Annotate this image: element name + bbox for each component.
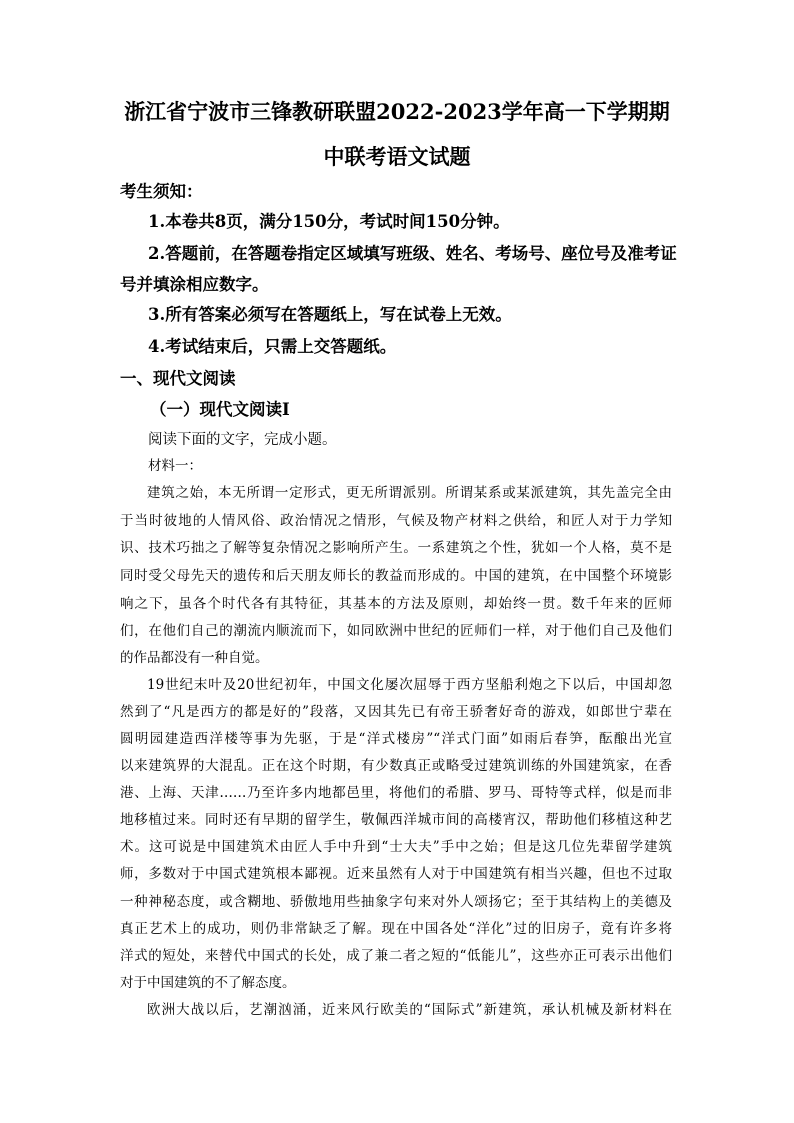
section-heading: 一、现代文阅读: [120, 369, 236, 388]
paragraph-line: 术。这可说是中国建筑术由匠人手中升到“士大夫”手中之始；但是这几位先辈留学建筑: [120, 839, 672, 855]
paragraph-line: 地移植过来。同时还有早期的留学生，敬佩西洋城市间的高楼宵汉，帮助他们移植这种艺: [120, 812, 672, 828]
notice-heading: 考生须知：: [120, 182, 203, 201]
notice-item-3: 3.所有答案必须写在答题纸上，写在试卷上无效。: [148, 305, 512, 324]
paragraph-line: 港、上海、天津……乃至许多内地都邑里，将他们的希腊、罗马、哥特等式样，似是而非: [120, 785, 672, 801]
paragraph-line: 19世纪末叶及20世纪初年，中国文化屡次屈辱于西方坚船利炮之下以后，中国却忽: [147, 677, 672, 693]
paragraph-line: 响之下，虽各个时代各有其特征，其基本的方法及原则，却始终一贯。数千年来的匠师: [120, 596, 672, 612]
paragraph-line: 识、技术巧拙之了解等复杂情况之影响所产生。一系建筑之个性，犹如一个人格，莫不是: [120, 540, 672, 556]
notice-item-4: 4.考试结束后，只需上交答题纸。: [148, 337, 397, 356]
paragraph-line: 建筑之始，本无所谓一定形式，更无所谓派别。所谓某系或某派建筑，其先盖完全由: [147, 485, 672, 501]
paragraph-line: 以来建筑界的大混乱。正在这个时期，有少数真正或略受过建筑训练的外国建筑家，在香: [120, 758, 672, 774]
paragraph-line: 师，多数对于中国式建筑根本鄙视。近来虽然有人对于中国建筑有相当兴趣，但也不过取: [120, 866, 672, 882]
notice-item-1: 1.本卷共8页，满分150分，考试时间150分钟。: [148, 212, 510, 231]
notice-item-2: 2.答题前，在答题卷指定区域填写班级、姓名、考场号、座位号及准考证: [148, 244, 677, 263]
paragraph-line: 一种神秘态度，或含糊地、骄傲地用些抽象字句来对外人颂扬它；至于其结构上的美德及: [120, 894, 672, 910]
paragraph-line: 同时受父母先天的遗传和后天朋友师长的教益而形成的。中国的建筑，在中国整个环境影: [120, 568, 672, 584]
paragraph-line: 洋式的短处，来替代中国式的长处，成了兼二者之短的“低能儿”，这些亦正可表示出他们: [120, 948, 672, 964]
paragraph-line: 于当时彼地的人情风俗、政治情况之情形，气候及物产材料之供给，和匠人对于力学知: [120, 513, 672, 529]
paragraph-line: 欧洲大战以后，艺潮汹涌，近来风行欧美的“国际式”新建筑，承认机械及新材料在: [147, 1002, 672, 1018]
paragraph-line: 们，在他们自己的潮流内顺流而下，如同欧洲中世纪的匠师们一样，对于他们自己及他们: [120, 623, 672, 639]
document-title-line-1: 浙江省宁波市三锋教研联盟2022-2023学年高一下学期期: [124, 99, 670, 124]
paragraph-line: 真正艺术上的成功，则仍非常缺乏了解。现在中国各处“洋化”过的旧房子，竟有许多将: [120, 921, 672, 937]
material-label: 材料一：: [148, 458, 202, 474]
notice-item-2-cont: 号并填涂相应数字。: [120, 275, 269, 294]
paragraph-line: 的作品都没有一种自觉。: [120, 650, 269, 666]
paragraph-line: 然到了“凡是西方的都是好的”段落，又因其先已有帝王骄奢好奇的游戏，如郎世宁辈在: [120, 704, 672, 720]
document-title-line-2: 中联考语文试题: [323, 144, 471, 169]
reading-instruction: 阅读下面的文字，完成小题。: [148, 432, 337, 448]
paragraph-line: 对于中国建筑的不了解态度。: [120, 975, 296, 991]
paragraph-line: 圆明园建造西洋楼等事为先驱，于是“洋式楼房”“洋式门面”如雨后春笋，酝酿出光宣: [120, 731, 672, 747]
subsection-heading: （一）现代文阅读Ⅰ: [150, 400, 290, 419]
